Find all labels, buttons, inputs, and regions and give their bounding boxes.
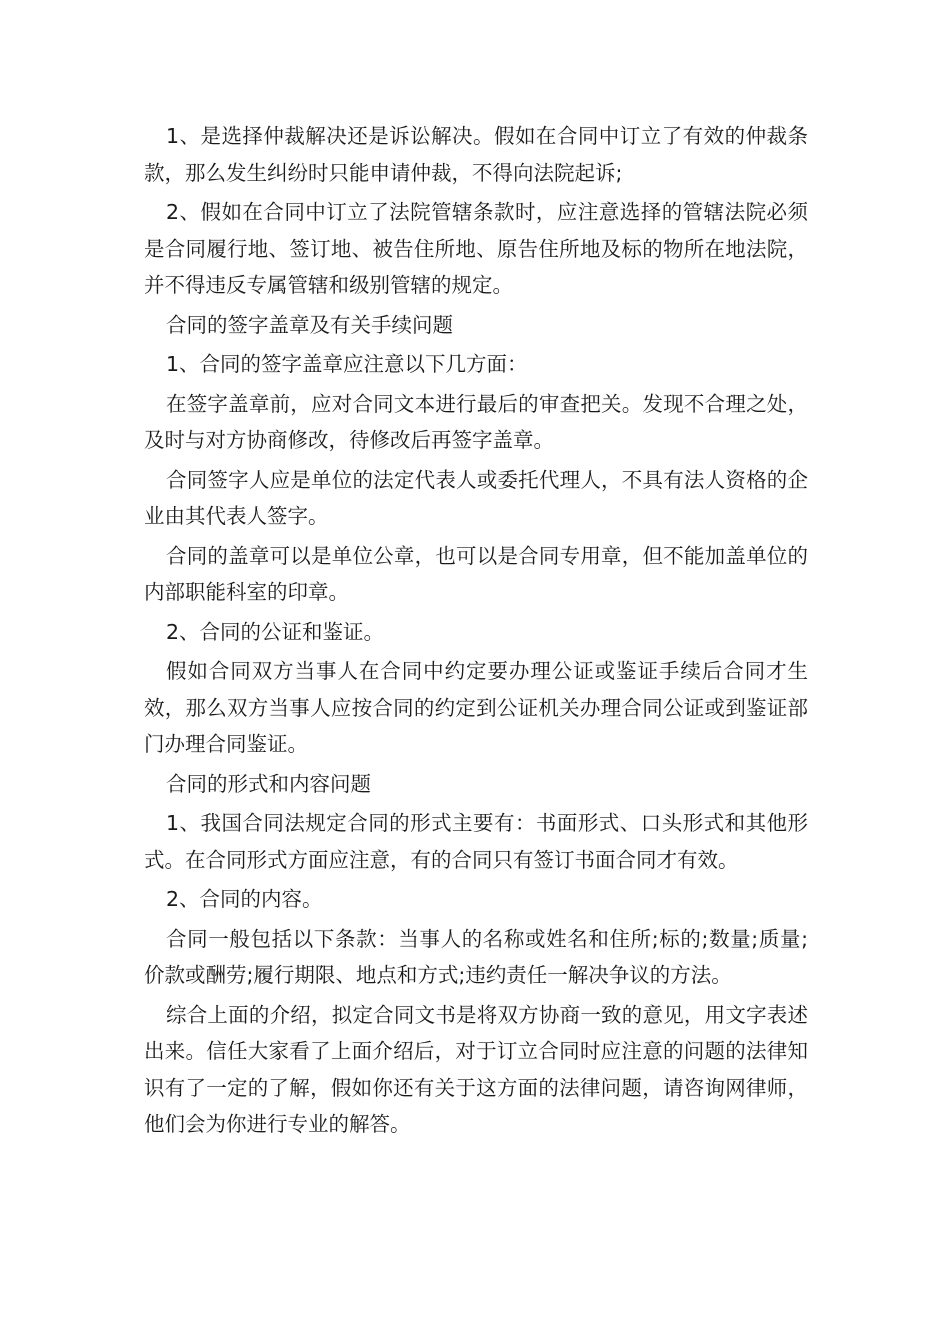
paragraph-court-jurisdiction: 2、假如在合同中订立了法院管辖条款时，应注意选择的管辖法院必须是合同履行地、签订地、被告住所地、原告住所地及标的物所在地法院，并不得违反专属管辖和级别管辖的规定。 <box>144 200 808 297</box>
document-body <box>144 118 808 1146</box>
paragraph-contract-forms: 1、我国合同法规定合同的形式主要有：书面形式、口头形式和其他形式。在合同形式方面应注意，有的合同只有签订书面合同才有效。 <box>144 811 808 872</box>
paragraph-seal-type: 合同的盖章可以是单位公章，也可以是合同专用章，但不能加盖单位的内部职能科室的印章。 <box>144 543 808 604</box>
paragraph-contract-clauses: 合同一般包括以下条款：当事人的名称或姓名和住所;标的;数量;质量;价款或酬劳;履行期限、地点和方式;违约责任一解决争议的方法。 <box>144 926 808 987</box>
paragraph-signature-notes: 1、合同的签字盖章应注意以下几方面： <box>166 352 528 376</box>
heading-form-and-content: 合同的形式和内容问题 <box>166 771 371 796</box>
paragraph-notarization-title: 2、合同的公证和鉴证。 <box>166 619 385 644</box>
paragraph-notarization: 假如合同双方当事人在合同中约定要办理公证或鉴证手续后合同才生效，那么双方当事人应按合同的约定到公证机关办理合同公证或到鉴证部门办理合同鉴证。 <box>144 659 808 756</box>
heading-signature-and-seal: 合同的签字盖章及有关手续问题 <box>166 312 453 337</box>
paragraph-signatory: 合同签字人应是单位的法定代表人或委托代理人，不具有法人资格的企业由其代表人签字。 <box>144 467 808 528</box>
paragraph-contract-content-title: 2、合同的内容。 <box>166 887 323 911</box>
paragraph-conclusion: 综合上面的介绍，拟定合同文书是将双方协商一致的意见，用文字表述出来。信任大家看了上面介绍后，对于订立合同时应注意的问题的法律知识有了一定的了解，假如你还有关于这方面的法律问题，请咨询网律师，他们会为你进行专业的解答。 <box>144 1002 808 1136</box>
paragraph-final-review: 在签字盖章前，应对合同文本进行最后的审查把关。发现不合理之处，及时与对方协商修改，待修改后再签字盖章。 <box>144 391 808 452</box>
paragraph-arbitration-or-litigation: 1、是选择仲裁解决还是诉讼解决。假如在合同中订立了有效的仲裁条款，那么发生纠纷时只能申请仲裁，不得向法院起诉; <box>144 124 808 185</box>
